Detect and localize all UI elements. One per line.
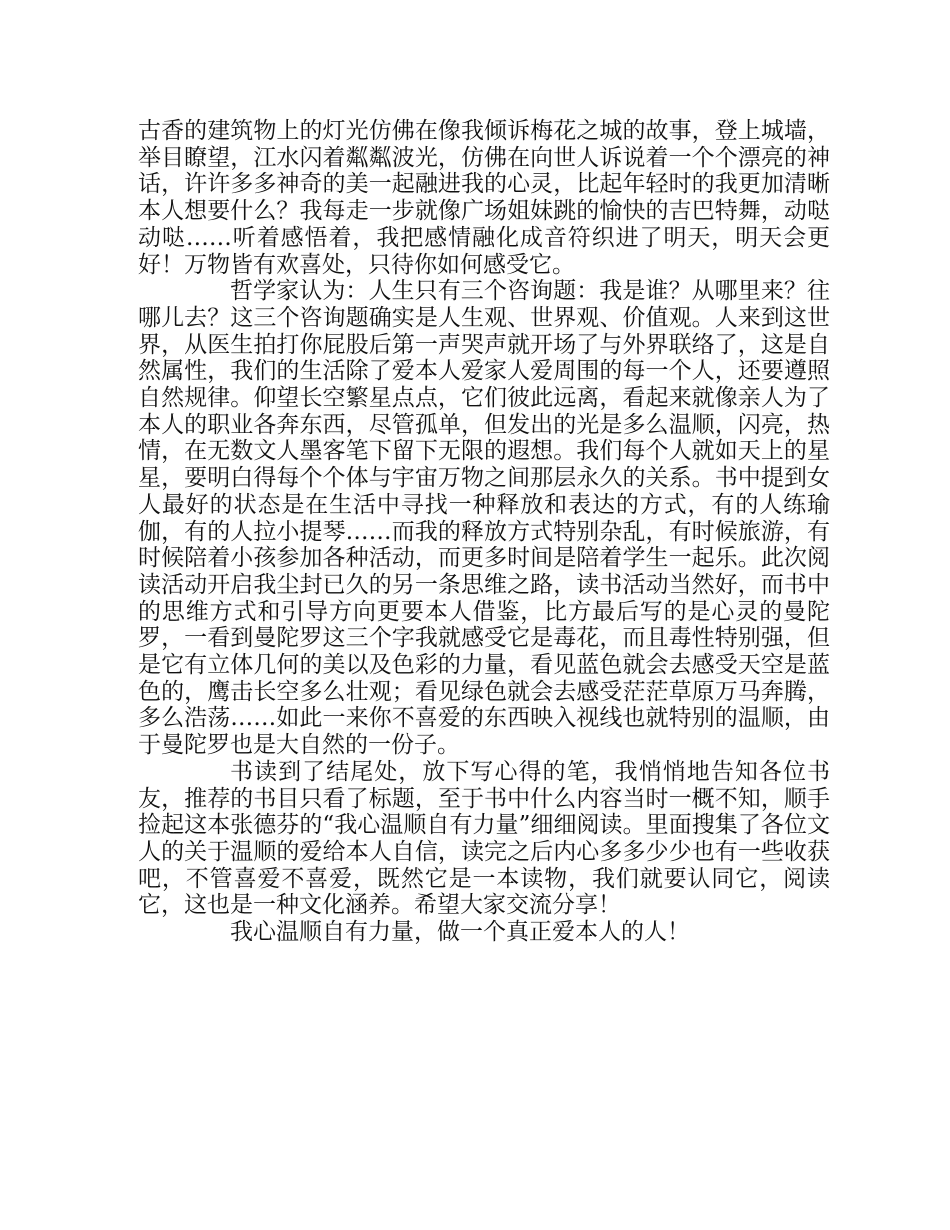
paragraph-1: 古香的建筑物上的灯光仿佛在像我倾诉梅花之城的故事，登上城墙，举目瞭望，江水闪着粼粼波光，仿佛在向世人诉说着一个个漂亮的神话，许许多多神奇的美一起融进我的心灵，比起年轻时的我更加清晰本人想要什么？我每走一步就像广场姐妹跳的愉快的吉巴特舞，动哒动哒……听着感悟着，我把感情融化成音符织进了明天，明天会更好！万物皆有欢喜处，只待你如何感受它。	[138, 118, 830, 278]
paragraph-4: 我心温顺自有力量，做一个真正爱本人的人！	[230, 919, 690, 946]
paragraph-2: 哲学家认为：人生只有三个咨询题：我是谁？从哪里来？往哪儿去？这三个咨询题确实是人生观、世界观、价值观。人来到这世界，从医生拍打你屁股后第一声哭声就开场了与外界联络了，这是自然属性，我们的生活除了爱本人爱家人爱周围的每一个人，还要遵照自然规律。仰望长空繁星点点，它们彼此远离，看起来就像亲人为了本人的职业各奔东西，尽管孤单，但发出的光是多么温顺，闪亮，热情，在无数文人墨客笔下留下无限的遐想。我们每个人就如天上的星星，要明白得每个个体与宇宙万物之间那层永久的关系。书中提到女人最好的状态是在生活中寻找一种释放和表达的方式，有的人练瑜伽，有的人拉小提琴……而我的释放方式特别杂乱，有时候旅游，有时候陪着小孩参加各种活动，而更多时间是陪着学生一起乐。此次阅读活动开启我尘封已久的另一条思维之路，读书活动当然好，而书中的思维方式和引导方向更要本人借鉴，比方最后写的是心灵的曼陀罗，一看到曼陀罗这三个字我就感受它是毒花，而且毒性特别强，但是它有立体几何的美以及色彩的力量，看见蓝色就会去感受天空是蓝色的，鹰击长空多么壮观；看见绿色就会去感受茫茫草原万马奔腾，多么浩荡……如此一来你不喜爱的东西映入视线也就特别的温顺，由于曼陀罗也是大自然的一份子。	[138, 278, 830, 759]
document-body	[138, 118, 830, 946]
paragraph-3: 书读到了结尾处，放下写心得的笔，我悄悄地告知各位书友，推荐的书目只看了标题，至于书中什么内容当时一概不知，顺手捡起这本张德芬的“我心温顺自有力量”细细阅读。里面搜集了各位文人的关于温顺的爱给本人自信，读完之后内心多多少少也有一些收获吧，不管喜爱不喜爱，既然它是一本读物，我们就要认同它，阅读它，这也是一种文化涵养。希望大家交流分享！	[138, 758, 830, 919]
